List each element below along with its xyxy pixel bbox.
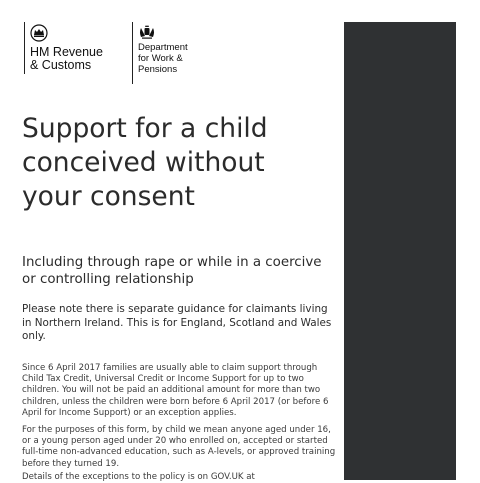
paragraph-child-definition: For the purposes of this form, by child we mean anyone aged under 16, or a young person aged under 20 who enrolled on, accepted or started full-time non-advanced education, such as A-levels, or approved training before they turned 19. [22,425,336,469]
dwp-name: Department for Work & Pensions [138,42,188,75]
dark-side-panel [344,22,456,480]
dwp-logo [132,22,217,84]
page-title: Support for a child conceived without your consent [22,113,268,212]
hmrc-logo [24,22,125,74]
subtitle: Including through rape or while in a coercive or controlling relationship [22,255,322,287]
jurisdiction-note: Please note there is separate guidance for claimants living in Northern Ireland. This is for England, Scotland and Wales only. [22,303,332,342]
paragraph-exceptions-link: Details of the exceptions to the policy is on GOV.UK at [22,472,255,482]
royal-coat-of-arms-icon [137,24,157,40]
paragraph-two-child-limit: Since 6 April 2017 families are usually able to claim support through Child Tax Credit, Universal Credit or Income Support for up to two children. You will not be paid an additional amount for more than two children, unless the children were born before 6 April 2017 (or before 6 April for Income Support) or an exception applies. [22,363,329,418]
hmrc-name: HM Revenue & Customs [30,45,103,72]
crown-crest-icon [29,24,49,42]
